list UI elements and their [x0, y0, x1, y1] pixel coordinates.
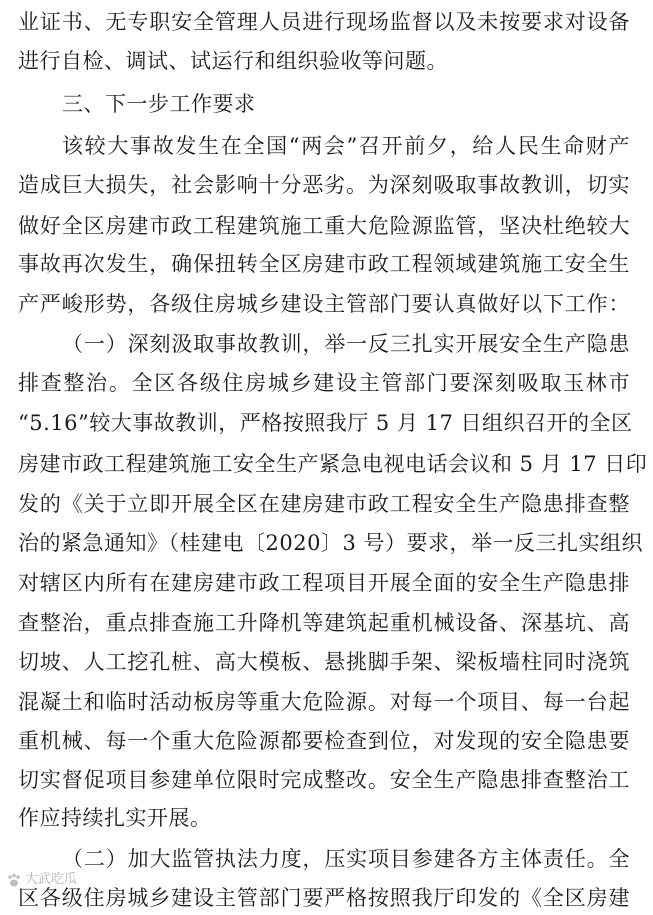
paragraph-line: 混凝土和临时活动板房等重大危险源。对每一个项目、每一台起 [18, 690, 630, 714]
watermark-text: 大武吃瓜 [25, 872, 78, 887]
section-heading: 三、下一步工作要求 [62, 92, 256, 116]
paragraph-line: “5.16”较大事故教训，严格按照我厅 5 月 17 日组织召开的全区 [18, 411, 633, 435]
watermark [6, 872, 77, 888]
paragraph-line: 该较大事故发生在全国“两会”召开前夕，给人民生命财产 [62, 134, 630, 158]
paragraph-line: 排查整治。全区各级住房城乡建设主管部门要深刻吸取玉林市 [18, 371, 630, 395]
paragraph-line: 发的《关于立即开展全区在建房建市政工程安全生产隐患排查整 [18, 492, 630, 516]
paragraph-line: 切实督促项目参建单位限时完成整改。安全生产隐患排查整治工 [18, 768, 630, 792]
paragraph-line: 区各级住房城乡建设主管部门要严格按照我厅印发的《全区房建 [18, 886, 630, 910]
paw-icon [6, 872, 22, 888]
paragraph-line: 进行自检、调试、试运行和组织验收等问题。 [18, 49, 448, 73]
paragraph-line: 对辖区内所有在建房建市政工程项目开展全面的安全生产隐患排 [18, 571, 630, 595]
subsection-heading: （一）深刻汲取事故教训，举一反三扎实开展安全生产隐患 [62, 332, 630, 356]
paragraph-line: 切坡、人工挖孔桩、高大模板、悬挑脚手架、梁板墙柱同时浇筑 [18, 650, 630, 674]
paragraph-line: 业证书、无专职安全管理人员进行现场监督以及未按要求对设备 [18, 10, 630, 34]
paragraph-line: 重机械、每一个重大危险源都要检查到位，对发现的安全隐患要 [18, 729, 630, 753]
paragraph-line: 做好全区房建市政工程建筑施工重大危险源监管，坚决杜绝较大 [18, 214, 630, 238]
paragraph-line: 造成巨大损失，社会影响十分恶劣。为深刻吸取事故教训，切实 [18, 173, 630, 197]
paragraph-line: 查整治，重点排查施工升降机等建筑起重机械设备、深基坑、高 [18, 611, 630, 635]
paragraph-line: 治的紧急通知》（桂建电〔2020〕3 号）要求，举一反三扎实组织 [18, 531, 643, 555]
paragraph-line: 产严峻形势，各级住房城乡建设主管部门要认真做好以下工作： [18, 292, 630, 316]
paragraph-line: 事故再次发生，确保扭转全区房建市政工程领域建筑施工安全生 [18, 252, 630, 276]
paragraph-line: 房建市政工程建筑施工安全生产紧急电视电话会议和 5 月 17 日印 [18, 452, 648, 476]
subsection-heading: （二）加大监管执法力度，压实项目参建各方主体责任。全 [62, 847, 630, 871]
paragraph-line: 作应持续扎实开展。 [18, 806, 212, 830]
